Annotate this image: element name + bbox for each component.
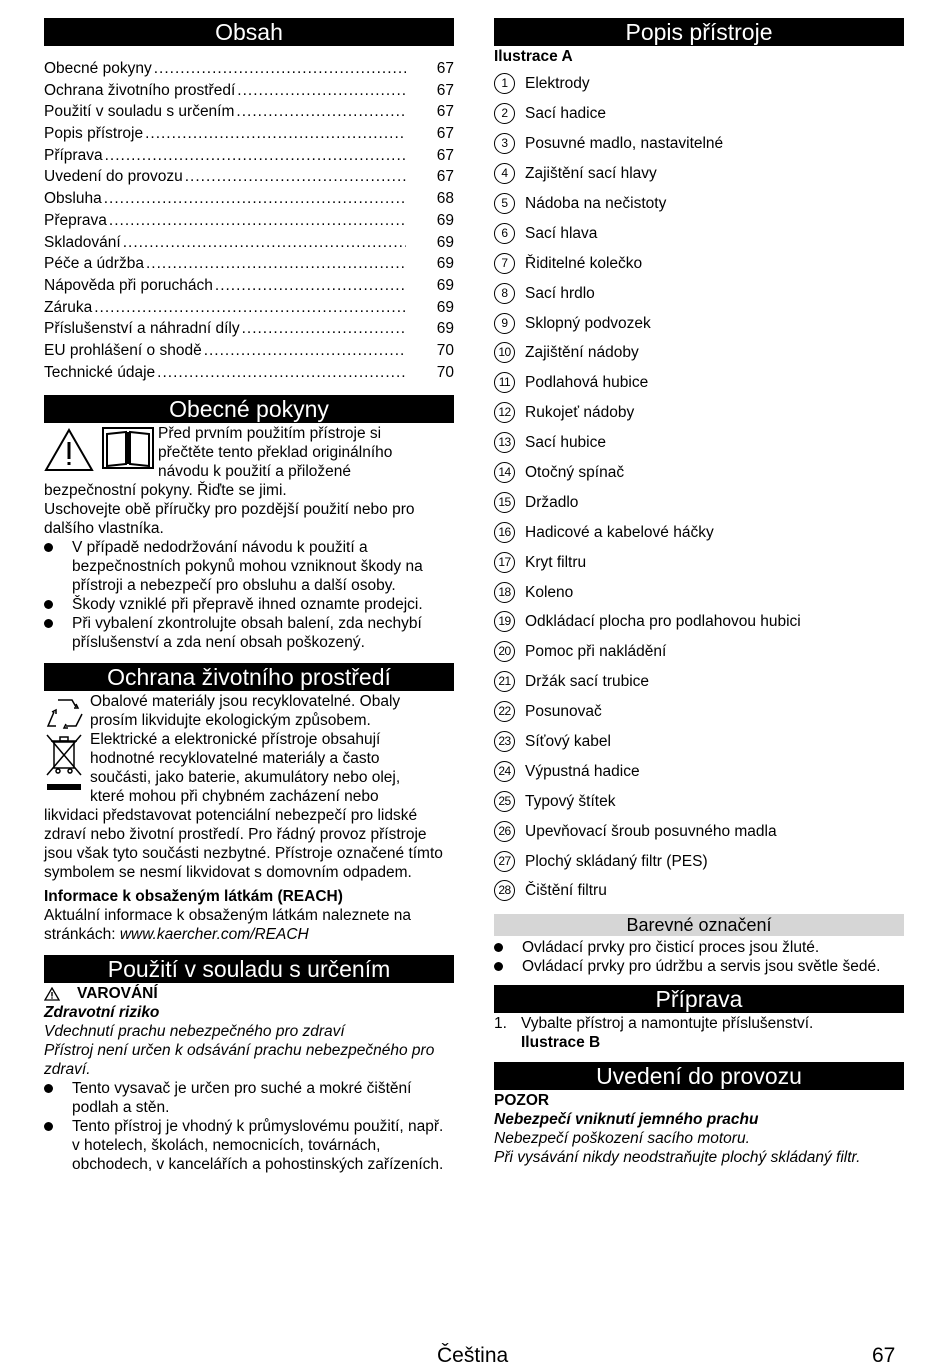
toc-entry-title: Technické údaje xyxy=(44,363,156,381)
item-label: Sklopný podvozek xyxy=(525,314,651,332)
list-item xyxy=(494,577,904,607)
item-number: 6 xyxy=(494,223,515,244)
startup-heading: Uvedení do provozu xyxy=(494,1062,904,1090)
recycling-icon xyxy=(44,696,86,732)
toc-entry-page: 69 xyxy=(436,320,454,338)
bullet-text: Ovládací prvky pro čisticí proces jsou žluté. xyxy=(522,938,820,956)
item-label: Koleno xyxy=(525,583,574,601)
illustration-label: Ilustrace A xyxy=(494,48,573,65)
list-item xyxy=(494,428,904,458)
toc-entry-title: Popis přístroje xyxy=(44,125,144,143)
toc-entry-page: 69 xyxy=(436,255,454,273)
general-intro-line: návodu k použití a přiložené xyxy=(158,463,352,481)
bullet-text: Tento vysavač je určen pro suché a mokré čištění podlah a stěn. xyxy=(72,1080,412,1117)
list-item xyxy=(494,756,904,786)
list-item xyxy=(44,538,454,595)
item-number: 23 xyxy=(494,731,515,752)
item-number: 20 xyxy=(494,641,515,662)
footer-language: Čeština xyxy=(437,1344,509,1367)
item-number: 2 xyxy=(494,103,515,124)
caution-label: POZOR xyxy=(494,1091,550,1109)
list-item xyxy=(494,129,904,159)
item-number: 21 xyxy=(494,671,515,692)
list-item xyxy=(44,614,454,652)
item-label: Hadicové a kabelové háčky xyxy=(525,523,714,541)
environment-heading: Ochrana životního prostředí xyxy=(44,663,454,691)
toc-entry[interactable] xyxy=(44,210,454,232)
item-number: 16 xyxy=(494,522,515,543)
warning-line: Přístroj není určen k odsávání prachu nebezpečného pro zdraví. xyxy=(44,1042,435,1079)
toc-entry-title: Přeprava xyxy=(44,211,107,229)
list-item xyxy=(494,517,904,547)
toc-entry[interactable] xyxy=(44,188,454,210)
item-label: Odkládací plocha pro podlahovou hubici xyxy=(525,613,801,631)
item-label: Rukojeť nádoby xyxy=(525,404,635,422)
preparation-heading: Příprava xyxy=(494,985,904,1013)
item-label: Zajištění nádoby xyxy=(525,344,639,362)
toc-entry[interactable] xyxy=(44,101,454,123)
warning-label: VAROVÁNÍ xyxy=(77,985,158,1003)
item-number: 10 xyxy=(494,342,515,363)
step-illustration: Ilustrace B xyxy=(521,1033,601,1051)
warning-title: Zdravotní riziko xyxy=(44,1004,160,1022)
reach-link[interactable]: www.kaercher.com/REACH xyxy=(119,926,309,944)
toc-entry-title: EU prohlášení o shodě xyxy=(44,341,202,359)
environment-pack-line: Obalové materiály jsou recyklovatelné. Obaly xyxy=(90,693,401,711)
warning-triangle-icon xyxy=(44,428,94,472)
parts-list xyxy=(494,69,904,906)
item-label: Držadlo xyxy=(525,493,579,511)
toc-entry[interactable] xyxy=(44,253,454,275)
reach-text xyxy=(44,906,454,944)
item-label: Posuvné madlo, nastavitelné xyxy=(525,135,724,153)
item-label: Posunovač xyxy=(525,703,602,721)
bullet-text: Tento přístroj je vhodný k průmyslovému použití, např. v hotelech, školách, nemocnicích, továrnách, obchodech, v kancelářích a pohostinských zařízeních. xyxy=(72,1118,444,1174)
toc-entry-title: Péče a údržba xyxy=(44,255,144,273)
list-item xyxy=(494,938,904,957)
toc-entry-page: 67 xyxy=(436,60,454,77)
item-number: 3 xyxy=(494,133,515,154)
warning-line: Vdechnutí prachu nebezpečného pro zdraví xyxy=(44,1023,345,1041)
environment-weee-line: které mohou při chybném zacházení nebo xyxy=(90,788,379,806)
intended-use-heading: Použití v souladu s určením xyxy=(44,955,454,983)
toc-entry-page: 69 xyxy=(436,298,454,316)
list-item xyxy=(494,846,904,876)
toc-entry-title: Použití v souladu s určením xyxy=(44,103,235,121)
general-intro-line: Před prvním použitím přístroje si xyxy=(158,425,382,443)
item-label: Zajištění sací hlavy xyxy=(525,165,657,183)
list-item xyxy=(494,458,904,488)
list-item xyxy=(494,338,904,368)
environment-weee-text: likvidaci představovat potenciální nebezpečí pro lidské zdraví nebo životní prostředí. Pro řádný provoz přístroje jsou však tyto součásti nezbytné. Přístroje označené tímto symbolem se nesmí likvidovat s domovním odpadem. xyxy=(44,807,443,882)
list-item xyxy=(494,218,904,248)
list-item xyxy=(494,368,904,398)
bullet-text: Při vybalení zkontrolujte obsah balení, zda nechybí příslušenství a zda není obsah poškozený. xyxy=(72,615,422,652)
toc-entry-page: 69 xyxy=(436,276,454,294)
item-label: Řiditelné kolečko xyxy=(525,254,643,272)
list-item xyxy=(494,248,904,278)
item-number: 19 xyxy=(494,611,515,632)
toc-entry[interactable] xyxy=(44,80,454,102)
item-label: Podlahová hubice xyxy=(525,374,649,392)
step-number: 1. xyxy=(494,1014,507,1032)
manual-book-icon xyxy=(101,426,155,470)
environment-weee-line: součásti, jako baterie, akumulátory nebo olej, xyxy=(90,769,401,787)
item-number: 26 xyxy=(494,821,515,842)
toc-entry[interactable] xyxy=(44,340,454,362)
item-label: Typový štítek xyxy=(525,792,616,810)
item-number: 28 xyxy=(494,880,515,901)
toc-entry-title: Ochrana životního prostředí xyxy=(44,81,236,99)
list-item xyxy=(494,816,904,846)
list-item xyxy=(494,99,904,129)
toc-entry-page: 69 xyxy=(436,211,454,229)
toc-entry[interactable] xyxy=(44,275,454,297)
toc-entry-page: 67 xyxy=(436,103,454,121)
step-text: Vybalte přístroj a namontujte příslušenství. xyxy=(521,1014,814,1032)
item-number: 9 xyxy=(494,313,515,334)
toc-entry-page: 70 xyxy=(436,341,454,359)
list-item xyxy=(494,876,904,906)
crossed-bin-icon xyxy=(44,732,84,796)
toc-entry-title: Příprava xyxy=(44,146,103,164)
item-number: 27 xyxy=(494,851,515,872)
item-label: Čištění filtru xyxy=(525,882,607,900)
item-number: 14 xyxy=(494,462,515,483)
caution-title: Nebezpečí vniknutí jemného prachu xyxy=(494,1110,759,1128)
environment-pack-block xyxy=(44,692,454,730)
item-number: 18 xyxy=(494,582,515,603)
item-number: 24 xyxy=(494,761,515,782)
general-intro-line: přečtěte tento překlad originálního xyxy=(158,444,393,462)
list-item xyxy=(494,547,904,577)
toc-entry[interactable] xyxy=(44,166,454,188)
list-item xyxy=(494,727,904,757)
item-number: 4 xyxy=(494,163,515,184)
toc-entry-page: 70 xyxy=(436,363,454,381)
item-label: Elektrody xyxy=(525,75,590,93)
item-number: 8 xyxy=(494,283,515,304)
environment-weee-line: hodnotné recyklovatelné materiály a často xyxy=(90,750,380,768)
toc-entry-page: 69 xyxy=(436,233,454,251)
toc-heading: Obsah xyxy=(44,18,454,46)
item-number: 17 xyxy=(494,552,515,573)
toc-entry-page: 68 xyxy=(436,190,454,208)
list-item xyxy=(494,957,904,976)
item-label: Sací hadice xyxy=(525,105,606,123)
item-label: Sací hubice xyxy=(525,434,606,452)
caution-line: Nebezpečí poškození sacího motoru. xyxy=(494,1129,750,1147)
item-label: Pomoc při nakládění xyxy=(525,643,667,661)
toc-entry-title: Uvedení do provozu xyxy=(44,168,183,186)
reach-title: Informace k obsaženým látkám (REACH) xyxy=(44,888,343,906)
item-number: 22 xyxy=(494,701,515,722)
toc-entry-page: 67 xyxy=(436,81,454,99)
list-item xyxy=(494,278,904,308)
item-label: Držák sací trubice xyxy=(525,673,650,691)
bullet-text: Škody vzniklé při přepravě ihned oznamte prodejci. xyxy=(72,596,423,614)
right-column xyxy=(494,18,904,1167)
warning-label-row xyxy=(44,984,454,1003)
toc-entry-page: 67 xyxy=(436,168,454,186)
warning-small-icon xyxy=(44,987,60,1001)
caution-line: Při vysávání nikdy neodstraňujte plochý skládaný filtr. xyxy=(494,1148,861,1166)
item-label: Upevňovací šroub posuvného madla xyxy=(525,822,777,840)
toc-entry-title: Obsluha xyxy=(44,190,102,208)
list-item xyxy=(494,667,904,697)
toc-entry-title: Nápověda při poruchách xyxy=(44,276,213,294)
list-item xyxy=(494,1014,904,1052)
list-item xyxy=(494,159,904,189)
list-item xyxy=(44,595,454,614)
general-keep-text: Uschovejte obě příručky pro pozdější použití nebo pro dalšího vlastníka. xyxy=(44,501,415,538)
footer-page-number: 67 xyxy=(872,1344,896,1367)
environment-weee-line: Elektrické a elektronické přístroje obsahují xyxy=(90,731,381,749)
toc-entry-page: 67 xyxy=(436,125,454,143)
toc-entry[interactable] xyxy=(44,123,454,145)
list-item xyxy=(494,189,904,219)
item-number: 1 xyxy=(494,73,515,94)
toc-entry-title: Skladování xyxy=(44,233,121,251)
toc-entry[interactable] xyxy=(44,297,454,319)
left-column xyxy=(44,18,454,1174)
list-item xyxy=(494,487,904,517)
list-item xyxy=(494,607,904,637)
list-item xyxy=(44,1079,454,1117)
item-label: Sací hrdlo xyxy=(525,284,595,302)
list-item xyxy=(494,69,904,99)
list-item xyxy=(494,786,904,816)
list-item xyxy=(494,308,904,338)
toc-entry-title: Obecné pokyny xyxy=(44,60,152,77)
toc-entry[interactable] xyxy=(44,58,454,80)
toc-entry[interactable] xyxy=(44,318,454,340)
environment-weee-block xyxy=(44,730,454,806)
description-heading: Popis přístroje xyxy=(494,18,904,46)
item-number: 13 xyxy=(494,432,515,453)
item-number: 12 xyxy=(494,402,515,423)
list-item xyxy=(494,398,904,428)
general-heading: Obecné pokyny xyxy=(44,395,454,423)
reach-text-body: Aktuální informace k obsaženým látkám naleznete na stránkách: xyxy=(44,907,412,944)
item-number: 11 xyxy=(494,372,515,393)
item-number: 7 xyxy=(494,253,515,274)
list-item xyxy=(44,1117,454,1174)
item-number: 15 xyxy=(494,492,515,513)
list-item xyxy=(494,637,904,667)
toc-list xyxy=(44,58,454,383)
toc-entry[interactable] xyxy=(44,232,454,254)
color-coding-heading: Barevné označení xyxy=(494,914,904,936)
toc-entry-page: 67 xyxy=(436,146,454,164)
list-item xyxy=(494,697,904,727)
general-intro-block xyxy=(44,424,454,481)
toc-entry[interactable] xyxy=(44,362,454,384)
item-label: Plochý skládaný filtr (PES) xyxy=(525,852,708,870)
bullet-text: V případě nedodržování návodu k použití a bezpečnostních pokynů mohou vzniknout škody na přístroji a nebezpečí pro obsluhu a další osoby. xyxy=(72,539,423,595)
item-label: Sací hlava xyxy=(525,224,598,242)
item-number: 25 xyxy=(494,791,515,812)
item-label: Otočný spínač xyxy=(525,464,625,482)
item-label: Kryt filtru xyxy=(525,553,587,571)
environment-pack-line: prosím likvidujte ekologickým způsobem. xyxy=(90,712,371,730)
bullet-text: Ovládací prvky pro údržbu a servis jsou světle šedé. xyxy=(522,957,881,975)
item-label: Výpustná hadice xyxy=(525,762,640,780)
toc-entry-title: Příslušenství a náhradní díly xyxy=(44,320,240,338)
item-label: Síťový kabel xyxy=(525,733,611,751)
item-number: 5 xyxy=(494,193,515,214)
toc-entry-title: Záruka xyxy=(44,298,93,316)
item-label: Nádoba na nečistoty xyxy=(525,195,667,212)
general-intro-line: bezpečnostní pokyny. Řiďte se jimi. xyxy=(44,482,287,500)
toc-entry[interactable] xyxy=(44,145,454,167)
